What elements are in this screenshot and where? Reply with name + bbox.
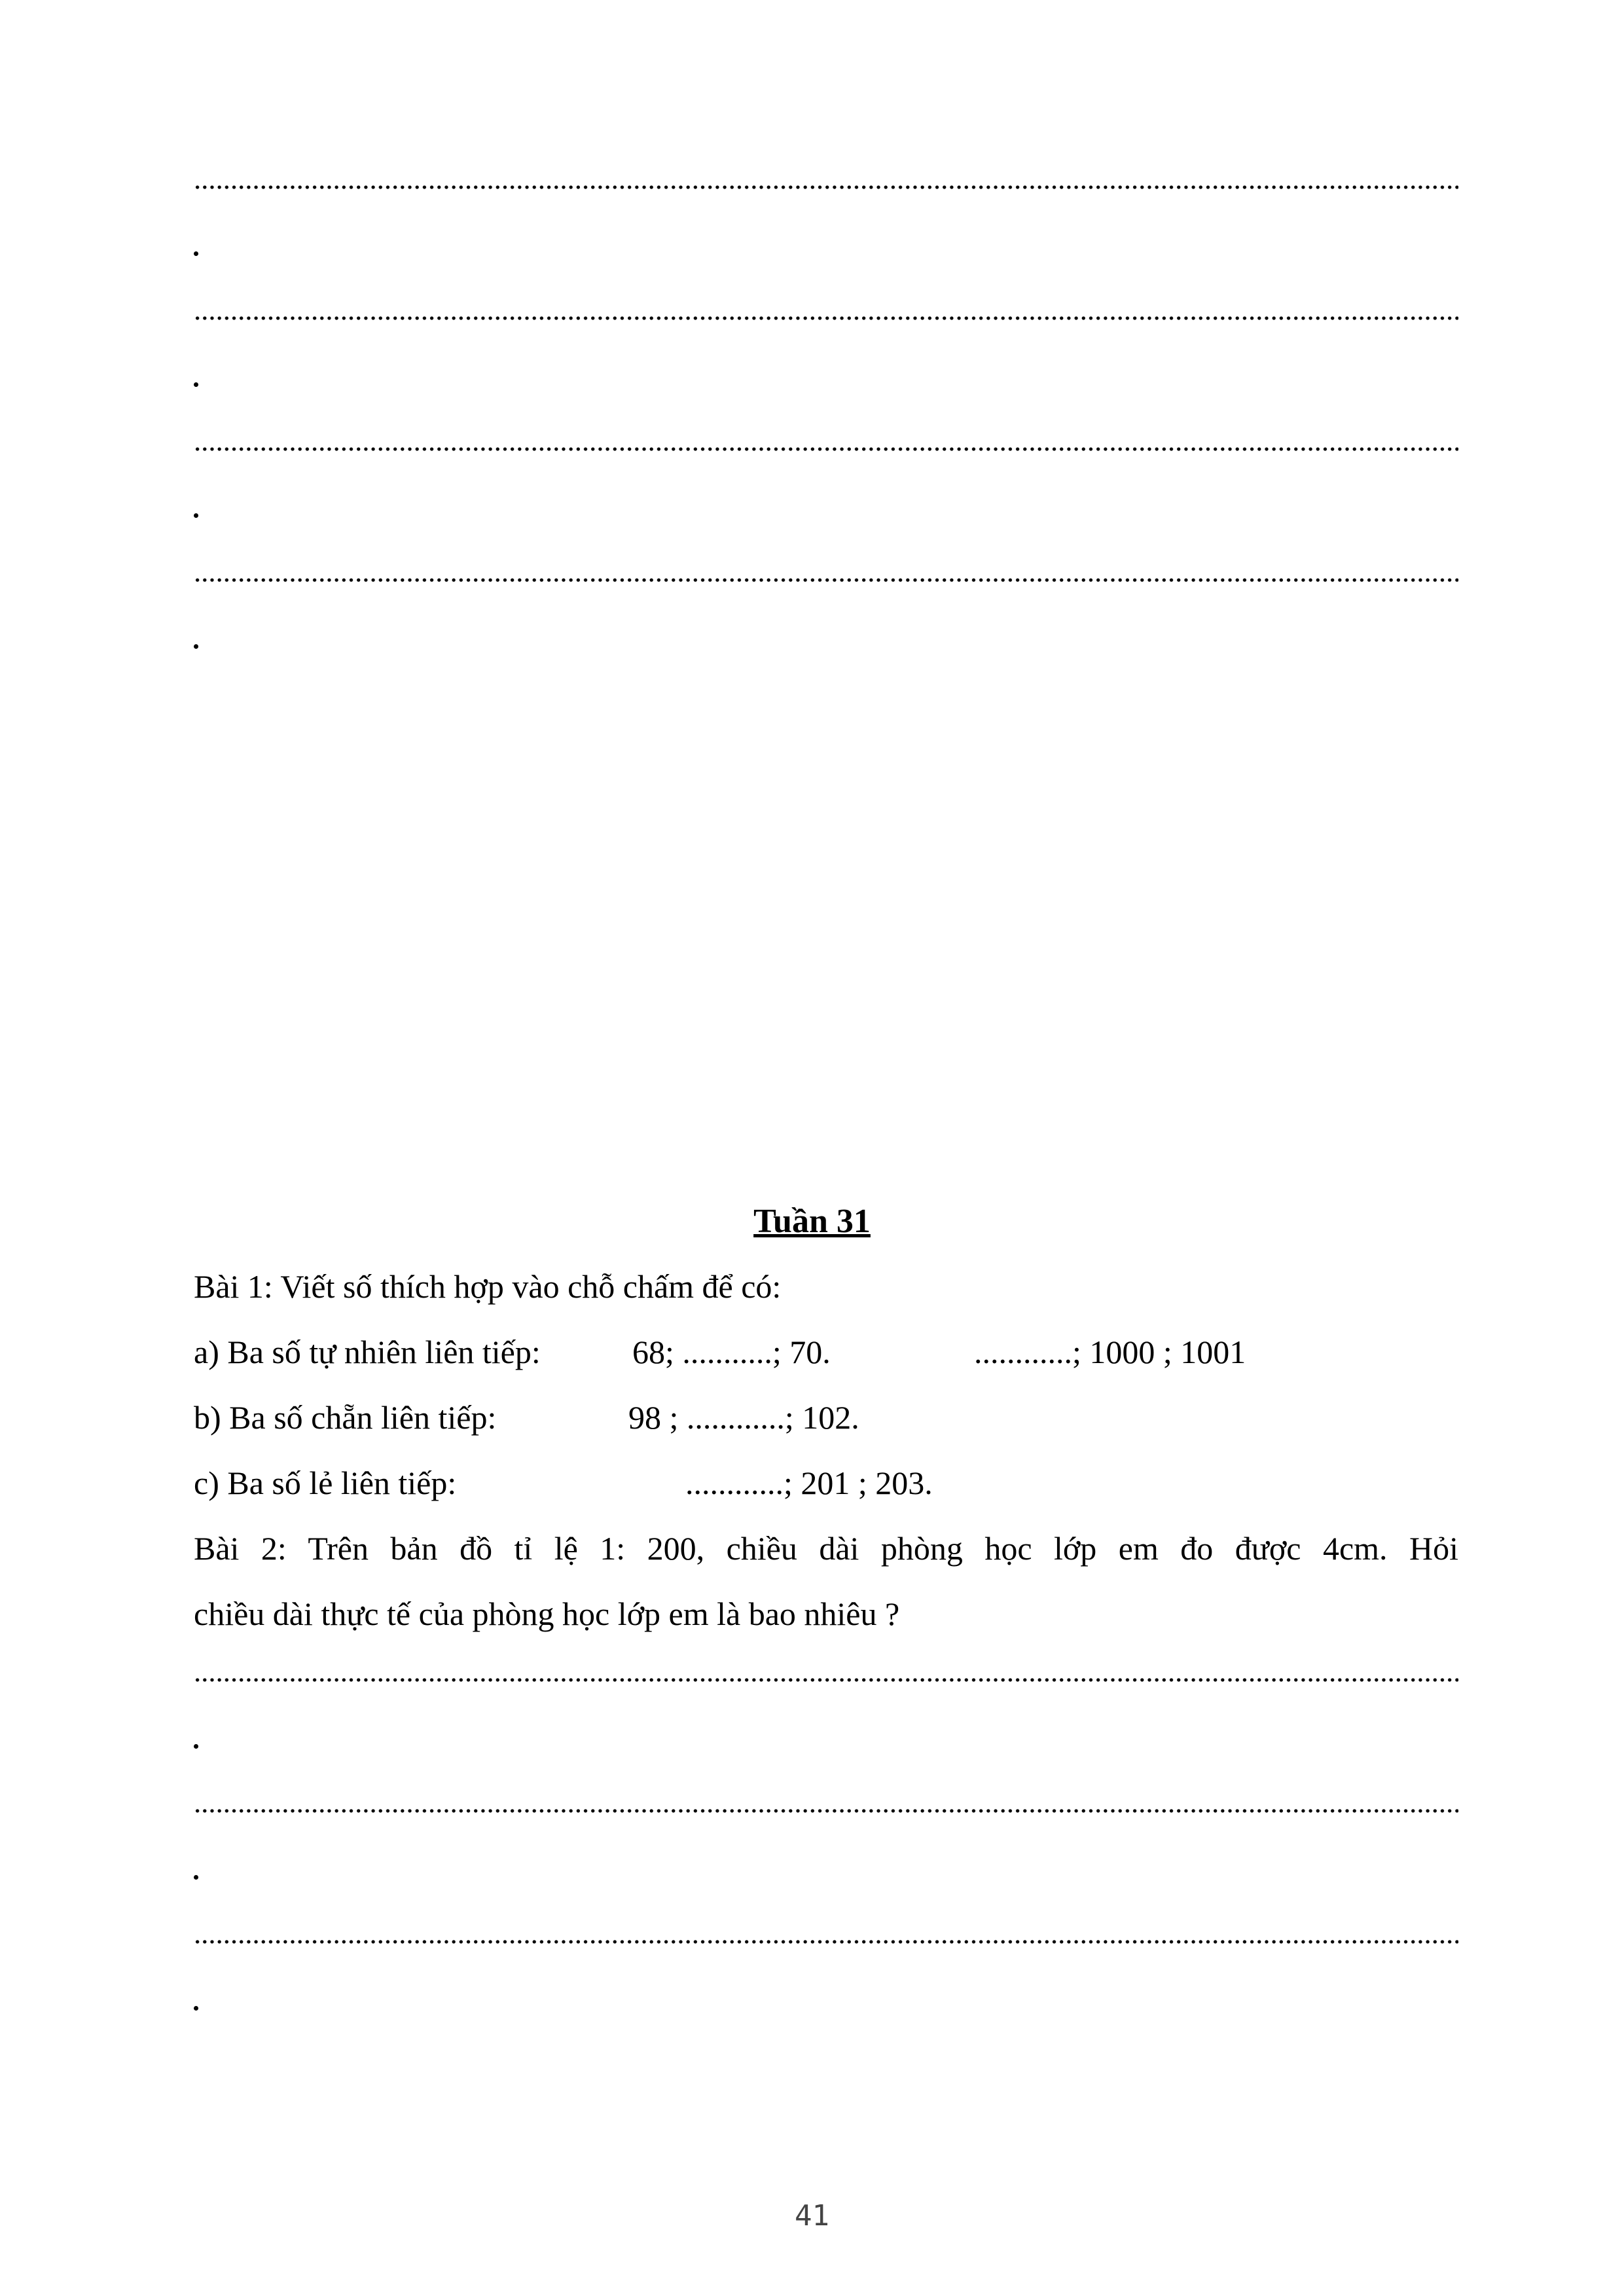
answer-dotted-line xyxy=(194,578,1458,582)
exercise-1a-sequence-2: ............; 1000 ; 1001 xyxy=(974,1334,1246,1370)
answer-line-end-dot xyxy=(194,382,198,387)
exercise-1b-sequence: 98 ; ............; 102. xyxy=(628,1399,859,1436)
answer-line-end-dot xyxy=(194,251,198,256)
exercise-1b-label: b) Ba số chẵn liên tiếp: xyxy=(194,1399,497,1436)
exercise-1c-sequence: ............; 201 ; 203. xyxy=(685,1465,933,1501)
week-heading: Tuần 31 xyxy=(753,1203,871,1240)
answer-dotted-line xyxy=(194,316,1458,320)
answer-line-end-dot xyxy=(194,1744,198,1749)
answer-line-end-dot xyxy=(194,2006,198,2011)
exercise-1a-sequence-1: 68; ...........; 70. xyxy=(632,1334,831,1370)
exercise-1a-label: a) Ba số tự nhiên liên tiếp: xyxy=(194,1334,541,1370)
answer-dotted-line xyxy=(194,1678,1458,1682)
answer-dotted-line xyxy=(194,185,1458,189)
answer-line-end-dot xyxy=(194,644,198,649)
page-number: 41 xyxy=(795,2199,829,2232)
exercise-2-text-line-1: Bài 2: Trên bản đồ tỉ lệ 1: 200, chiều dài phòng học lớp em đo được 4cm. Hỏi xyxy=(194,1530,1458,1567)
answer-line-end-dot xyxy=(194,1875,198,1880)
answer-dotted-line xyxy=(194,1940,1458,1944)
answer-dotted-line xyxy=(194,447,1458,451)
exercise-1-title: Bài 1: Viết số thích hợp vào chỗ chấm để có: xyxy=(194,1268,782,1305)
exercise-1c-label: c) Ba số lẻ liên tiếp: xyxy=(194,1465,457,1501)
exercise-2-text-line-2: chiều dài thực tế của phòng học lớp em là bao nhiêu ? xyxy=(194,1595,900,1632)
answer-line-end-dot xyxy=(194,513,198,518)
answer-dotted-line xyxy=(194,1809,1458,1813)
